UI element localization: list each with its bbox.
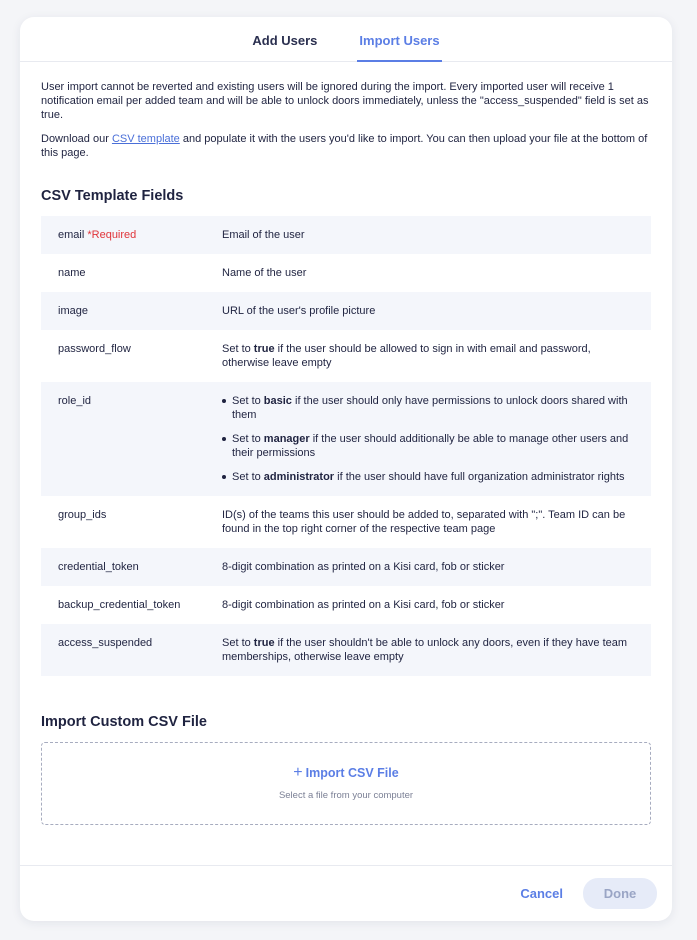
- template-fields-table: [41, 216, 651, 676]
- tab-import-users[interactable]: Import Users: [357, 17, 441, 61]
- field-description: Name of the user: [222, 267, 307, 279]
- tab-bar: [20, 17, 672, 62]
- field-name: access_suspended: [58, 637, 153, 649]
- table-row: [41, 548, 651, 586]
- tab-add-users[interactable]: Add Users: [252, 33, 318, 48]
- role-options-list: [222, 394, 630, 484]
- cancel-button[interactable]: Cancel: [520, 886, 563, 901]
- field-name: email *Required: [58, 229, 137, 241]
- modal-footer: [20, 865, 672, 921]
- csv-dropzone[interactable]: [41, 742, 651, 825]
- template-fields-title: CSV Template Fields: [41, 188, 184, 204]
- import-csv-button[interactable]: [293, 766, 398, 780]
- table-row: [41, 496, 651, 548]
- field-description: ID(s) of the teams this user should be added to, separated with ";". Team ID can be found in the top right corner of the respective team page: [222, 509, 626, 535]
- csv-template-link[interactable]: CSV template: [111, 133, 180, 145]
- table-row: [41, 382, 651, 496]
- download-prefix: Download our: [41, 133, 112, 145]
- table-row: [41, 586, 651, 624]
- field-description: Set to true if the user should be allowed to sign in with email and password, otherwise leave empty: [222, 343, 591, 369]
- field-name: name: [58, 267, 86, 279]
- field-name: password_flow: [58, 343, 131, 355]
- list-item: Set to manager if the user should additionally be able to manage other users and their permissions: [222, 432, 630, 460]
- import-section-title: Import Custom CSV File: [41, 714, 207, 730]
- list-item: Set to basic if the user should only have permissions to unlock doors shared with them: [222, 394, 630, 422]
- field-description: 8-digit combination as printed on a Kisi card, fob or sticker: [222, 561, 505, 573]
- table-row: [41, 216, 651, 254]
- table-row: [41, 292, 651, 330]
- download-instructions: [41, 132, 651, 160]
- done-button[interactable]: Done: [583, 878, 657, 909]
- table-row: [41, 330, 651, 382]
- field-name: group_ids: [58, 509, 107, 521]
- field-description: Set to true if the user shouldn't be able to unlock any doors, even if they have team memberships, otherwise leave empty: [222, 637, 628, 663]
- download-suffix: and populate it with the users you'd like to import. You can then upload your file at the bottom of this page.: [41, 133, 648, 159]
- table-row: [41, 624, 651, 676]
- modal-content: [20, 62, 672, 825]
- field-name: backup_credential_token: [58, 599, 181, 611]
- field-description: URL of the user's profile picture: [222, 305, 376, 317]
- field-description: 8-digit combination as printed on a Kisi card, fob or sticker: [222, 599, 505, 611]
- field-name: image: [58, 305, 88, 317]
- field-description: [222, 394, 634, 484]
- import-csv-label: Import CSV File: [305, 766, 399, 780]
- list-item: Set to administrator if the user should have full organization administrator rights: [222, 470, 630, 484]
- field-name: credential_token: [58, 561, 139, 573]
- required-badge: *Required: [87, 229, 137, 241]
- field-description: Email of the user: [222, 229, 305, 241]
- plus-icon: +: [293, 764, 303, 781]
- field-name: role_id: [58, 395, 92, 407]
- import-users-modal: [20, 17, 672, 921]
- table-row: [41, 254, 651, 292]
- import-warning-text: User import cannot be reverted and existing users will be ignored during the import. Every imported user will receive 1 notification email per added team and will be able to unlock doors immediately, unless the "access_suspended" field is set as true.: [41, 81, 649, 121]
- dropzone-hint: Select a file from your computer: [278, 790, 414, 801]
